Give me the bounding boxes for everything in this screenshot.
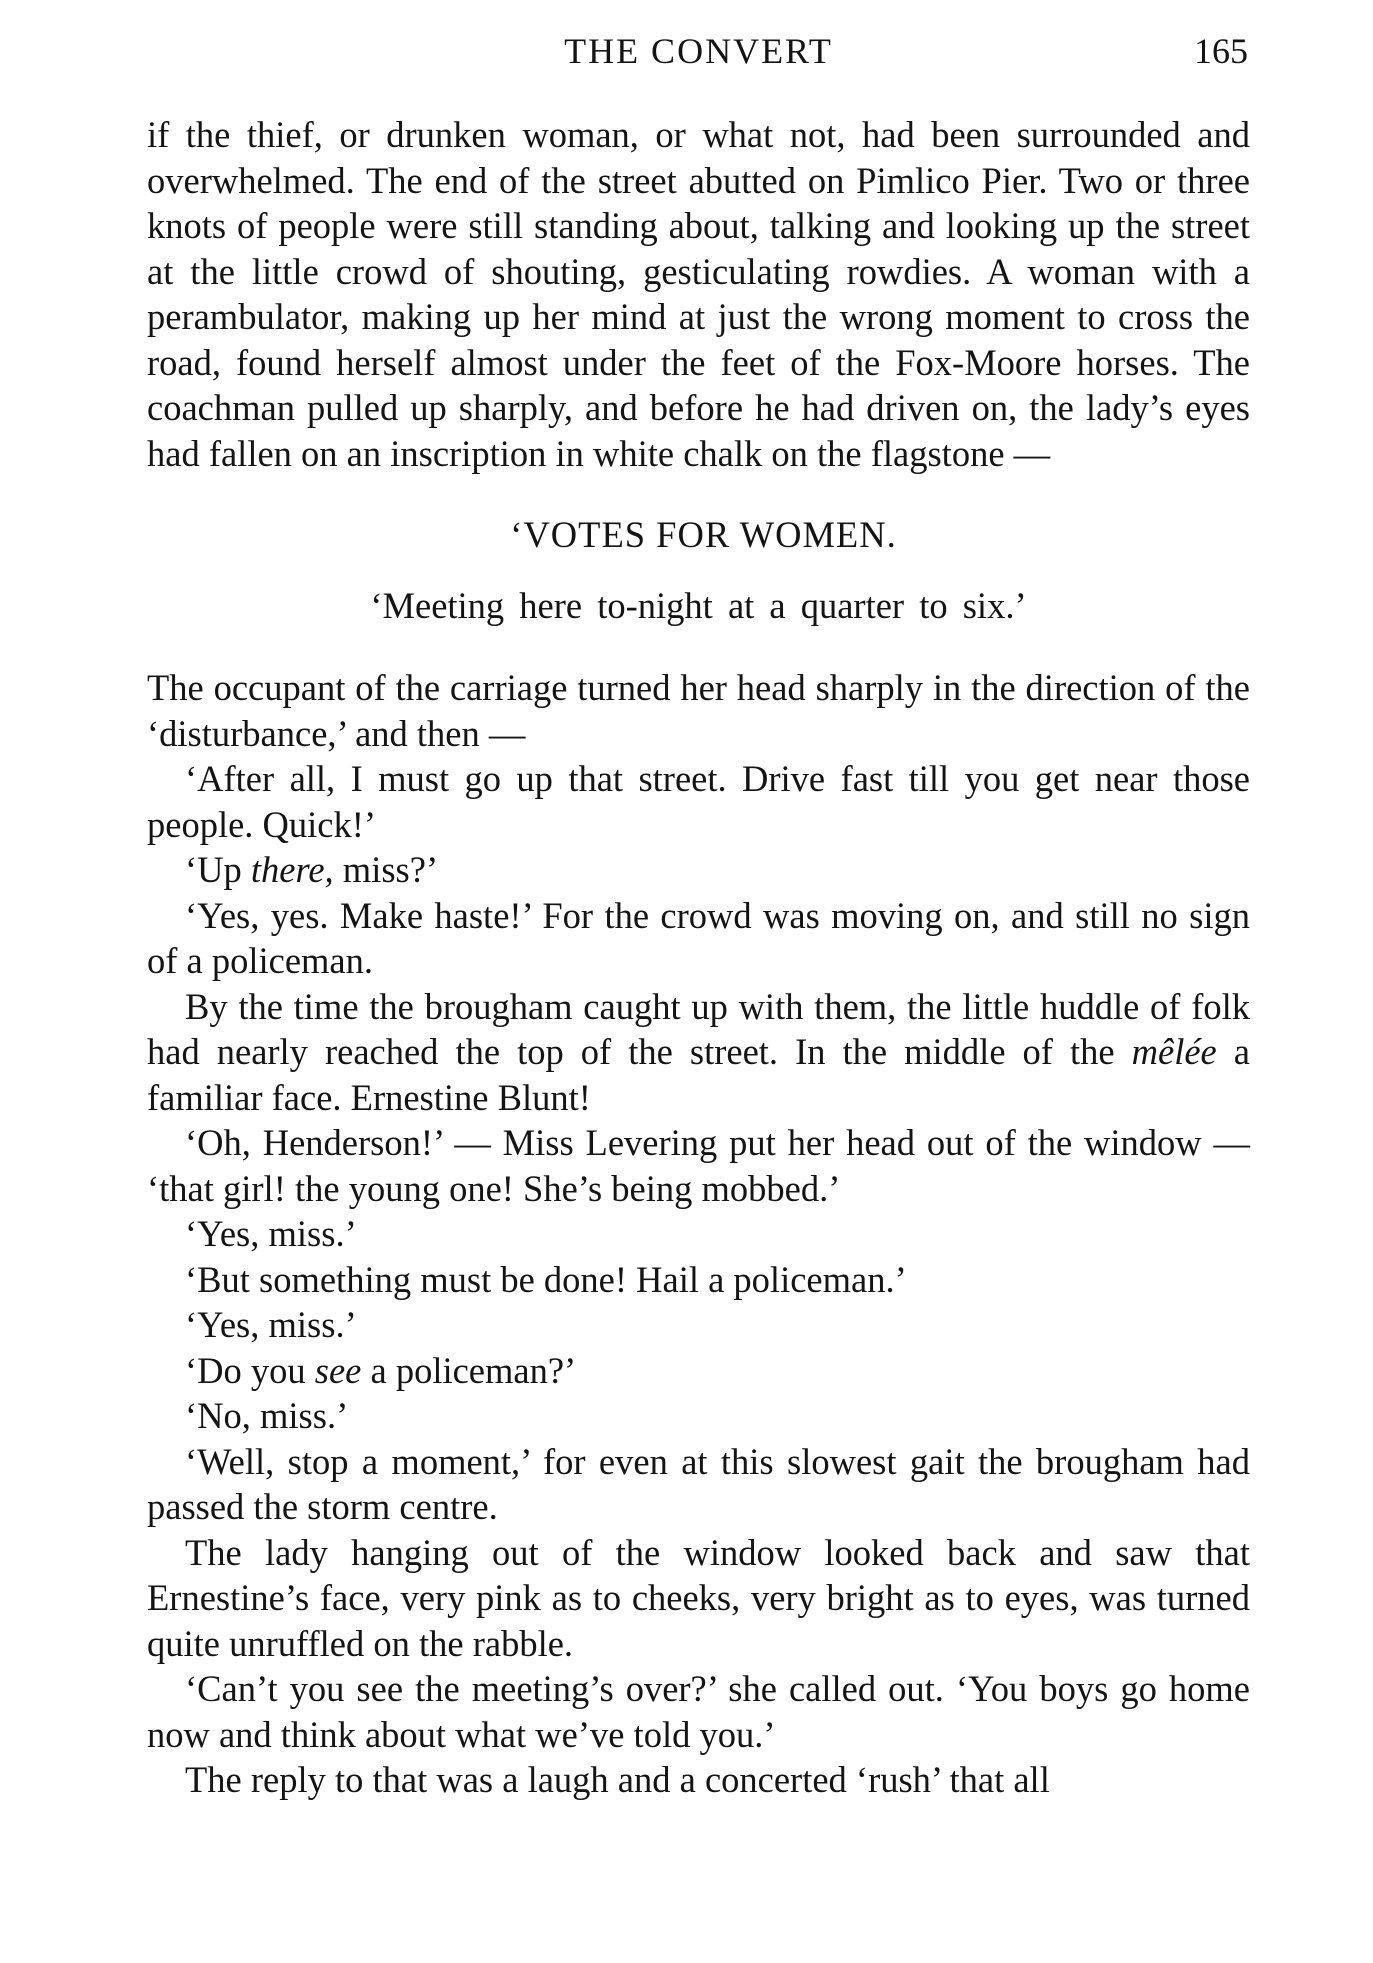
text-run: ‘Do you (185, 1349, 315, 1391)
paragraph (147, 893, 1250, 984)
text-run: ‘VOTES FOR WOMEN. (510, 514, 897, 555)
page-number: 165 (1194, 31, 1248, 71)
paragraph (147, 1393, 1250, 1439)
paragraph (147, 1211, 1250, 1257)
paragraph (147, 112, 1250, 476)
italic-text: see (314, 1349, 362, 1391)
paragraph (147, 1757, 1250, 1803)
paragraph (147, 1302, 1250, 1348)
text-run: ‘Yes, miss.’ (185, 1304, 357, 1345)
text-run: a policeman?’ (361, 1349, 577, 1391)
chalk-inscription-subline (147, 583, 1250, 629)
italic-text: mêlée (1131, 1031, 1217, 1072)
paragraph (147, 1439, 1250, 1530)
paragraph (147, 665, 1250, 756)
paragraph (147, 984, 1250, 1121)
text-run: miss?’ (333, 849, 439, 890)
paragraph (147, 1348, 1250, 1394)
italic-text: there, (250, 849, 334, 890)
book-page (147, 30, 1250, 1803)
running-title: THE CONVERT (564, 31, 833, 71)
text-run: ‘No, miss.’ (185, 1395, 349, 1436)
paragraph (147, 1666, 1250, 1757)
text-run: ‘Yes, miss.’ (185, 1213, 357, 1254)
text-run: ‘Can’t you see the meeting’s over?’ she called out. ‘You boys go home now and think about what we’ve told you.’ (147, 1668, 1250, 1755)
paragraph (147, 847, 1250, 893)
text-run: a familiar face. Ernestine Blunt! (147, 1031, 1250, 1118)
body-text (147, 112, 1250, 1803)
running-head (147, 30, 1250, 82)
text-run: The lady hanging out of the window looked back and saw that Ernestine’s face, very pink as to cheeks, very bright as to eyes, was turned quite unruffled on the rabble. (147, 1531, 1250, 1664)
text-run: ‘Well, stop a moment,’ for even at this slowest gait the brougham had passed the storm centre. (147, 1440, 1250, 1527)
text-run: if the thief, or drunken woman, or what not, had been surrounded and overwhelmed. The end of the street abutted on Pimlico Pier. Two or three knots of people were still standing about, talking and looking up the street at the little crowd of shouting, gesticulating rowdies. A woman with a perambulator, making up her mind at just the wrong moment to cross the road, found herself almost under the feet of the Fox-Moore horses. The coachman pulled up sharply, and before he had driven on, the lady’s eyes had fallen on an inscription in white chalk on the flagstone — (147, 114, 1250, 474)
paragraph (147, 1257, 1250, 1303)
paragraph (147, 756, 1250, 847)
text-run: By the time the brougham caught up with them, the little huddle of folk had nearly reached the top of the street. In the middle of the (147, 985, 1250, 1072)
text-run: ‘Meeting here to-night at a quarter to six.’ (370, 584, 1027, 626)
text-run: ‘Oh, Henderson!’ — Miss Levering put her head out of the window — ‘that girl! the young one! She’s being mobbed.’ (147, 1122, 1250, 1209)
text-run: ‘Yes, yes. Make haste!’ For the crowd was moving on, and still no sign of a policeman. (147, 894, 1250, 981)
paragraph (147, 1120, 1250, 1211)
text-run: ‘But something must be done! Hail a policeman.’ (185, 1258, 907, 1300)
paragraph (147, 1530, 1250, 1667)
text-run: The reply to that was a laugh and a concerted ‘rush’ that all (185, 1759, 1050, 1800)
text-run: ‘After all, I must go up that street. Drive fast till you get near those people. Quick!’ (147, 758, 1250, 845)
text-run: ‘Up (185, 849, 251, 890)
text-run: The occupant of the carriage turned her head sharply in the direction of the ‘disturbance,’ and then — (147, 667, 1250, 754)
chalk-inscription-heading (147, 512, 1250, 558)
